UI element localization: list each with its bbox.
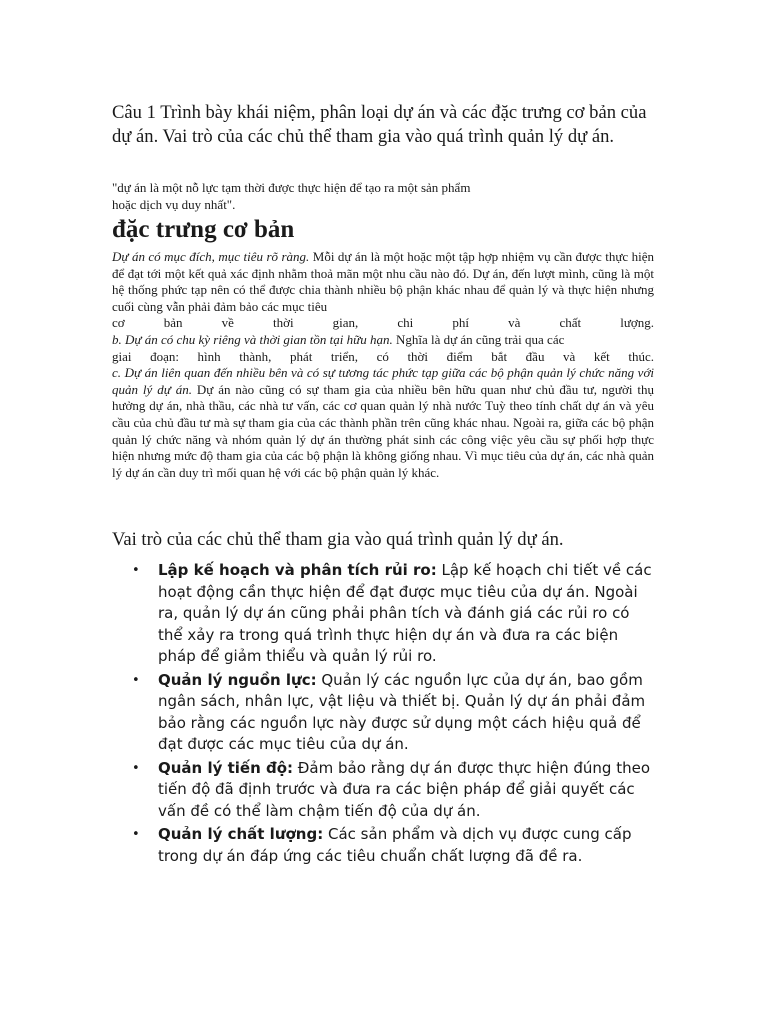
bullet-icon: • xyxy=(132,672,140,688)
paragraph-a-lead: Dự án có mục đích, mục tiêu rõ ràng. xyxy=(112,249,310,264)
list-item xyxy=(112,758,657,823)
characteristics-heading: đặc trưng cơ bản xyxy=(112,216,295,243)
paragraph-b-lead: b. Dự án có chu kỳ riêng và thời gian tồn tại hữu hạn. xyxy=(112,331,393,347)
list-item xyxy=(112,670,657,756)
definition-quote xyxy=(112,180,632,213)
role-title: Quản lý nguồn lực: xyxy=(158,670,317,689)
paragraph-b xyxy=(112,332,654,349)
role-description: Các sản phẩm và dịch vụ được cung cấp trong dự án đáp ứng các tiêu chuẩn chất lượng đã đề ra. xyxy=(158,825,632,865)
bullet-icon: • xyxy=(132,760,140,776)
question-title: Câu 1 Trình bày khái niệm, phân loại dự án và các đặc trưng cơ bản của dự án. Vai trò của các chủ thể tham gia vào quá trình quản lý dự án. xyxy=(112,102,647,147)
paragraph-c-lead: c. Dự án liên quan đến nhiều bên và có sự tương tác phức tạp giữa các bộ phận quản lý chức năng với quản lý dự án. xyxy=(112,365,654,397)
role-title: Lập kế hoạch và phân tích rủi ro: xyxy=(158,561,437,579)
role-description: Đảm bảo rằng dự án được thực hiện đúng theo tiến độ đã định trước và đưa ra các biện pháp để giải quyết các vấn đề có thể làm chậm tiến độ của dự án. xyxy=(158,758,650,820)
role-description: Quản lý các nguồn lực của dự án, bao gồm ngân sách, nhân lực, vật liệu và thiết bị. Quản lý dự án phải đảm bảo rằng các nguồn lực này được sử dụng một cách hiệu quả để đạt được các mục tiêu của dự án. xyxy=(158,670,646,753)
paragraph-b-last-line: giai đoạn: hình thành, phát triển, có thời điểm bắt đầu và kết thúc. xyxy=(112,348,654,364)
role-title: Quản lý chất lượng: xyxy=(158,825,324,843)
list-item xyxy=(112,824,657,867)
paragraph-c-text: Dự án nào cũng có sự tham gia của nhiều bên hữu quan như chủ đầu tư, người thụ hưởng dự án, nhà thầu, các nhà tư vấn, các cơ quan quản lý nhà nước Tuỳ theo tính chất dự án và yêu cầu của chủ đầu tư mà sự tham gia của các thành phần trên cũng khác nhau. Ngoài ra, giữa các bộ phận quản lý chức năng và nhóm quản lý dự án thường phát sinh các công việc yêu cầu sự phối hợp thực hiện nhưng mức độ tham gia của các bộ phận là không giống nhau. Vì mục tiêu của dự án, các nhà quản lý dự án cần duy trì mối quan hệ với các bộ phận quản lý khác. xyxy=(112,381,654,480)
bullet-icon: • xyxy=(132,563,140,578)
bullet-icon: • xyxy=(132,827,140,842)
paragraph-a-last-line: cơ bản về thời gian, chi phí và chất lượng. xyxy=(112,315,654,331)
definition-line-1: "dự án là một nỗ lực tạm thời được thực hiện để tạo ra một sản phẩm xyxy=(112,180,471,195)
characteristics-body xyxy=(112,249,654,481)
paragraph-a-text: Mỗi dự án là một hoặc một tập hợp nhiệm vụ cần được thực hiện để đạt tới một kết quả xác định nhằm thoả mãn một nhu cầu nào đó. Dự án, đến lượt mình, cũng là một hệ thống phức tạp nên có thể được chia thành nhiều bộ phận khác nhau để quản lý và thực hiện nhưng cuối cùng vẫn phải đảm bảo các mục tiêu xyxy=(112,249,654,314)
paragraph-a xyxy=(112,249,654,315)
list-item xyxy=(112,560,657,668)
definition-line-2: hoặc dịch vụ duy nhất". xyxy=(112,196,236,212)
paragraph-c xyxy=(112,365,654,481)
role-title: Quản lý tiến độ: xyxy=(158,758,294,777)
roles-list xyxy=(112,560,657,869)
paragraph-b-text: Nghĩa là dự án cũng trải qua các xyxy=(392,331,565,347)
roles-heading: Vai trò của các chủ thể tham gia vào quá trình quản lý dự án. xyxy=(112,529,564,550)
role-description: Lập kế hoạch chi tiết về các hoạt động cần thực hiện để đạt được mục tiêu của dự án. Ngoài ra, quản lý dự án cũng phải phân tích và đánh giá các rủi ro có thể xảy ra trong quá trình thực hiện dự án và đưa ra các biện pháp để giảm thiểu và quản lý rủi ro. xyxy=(158,561,652,665)
